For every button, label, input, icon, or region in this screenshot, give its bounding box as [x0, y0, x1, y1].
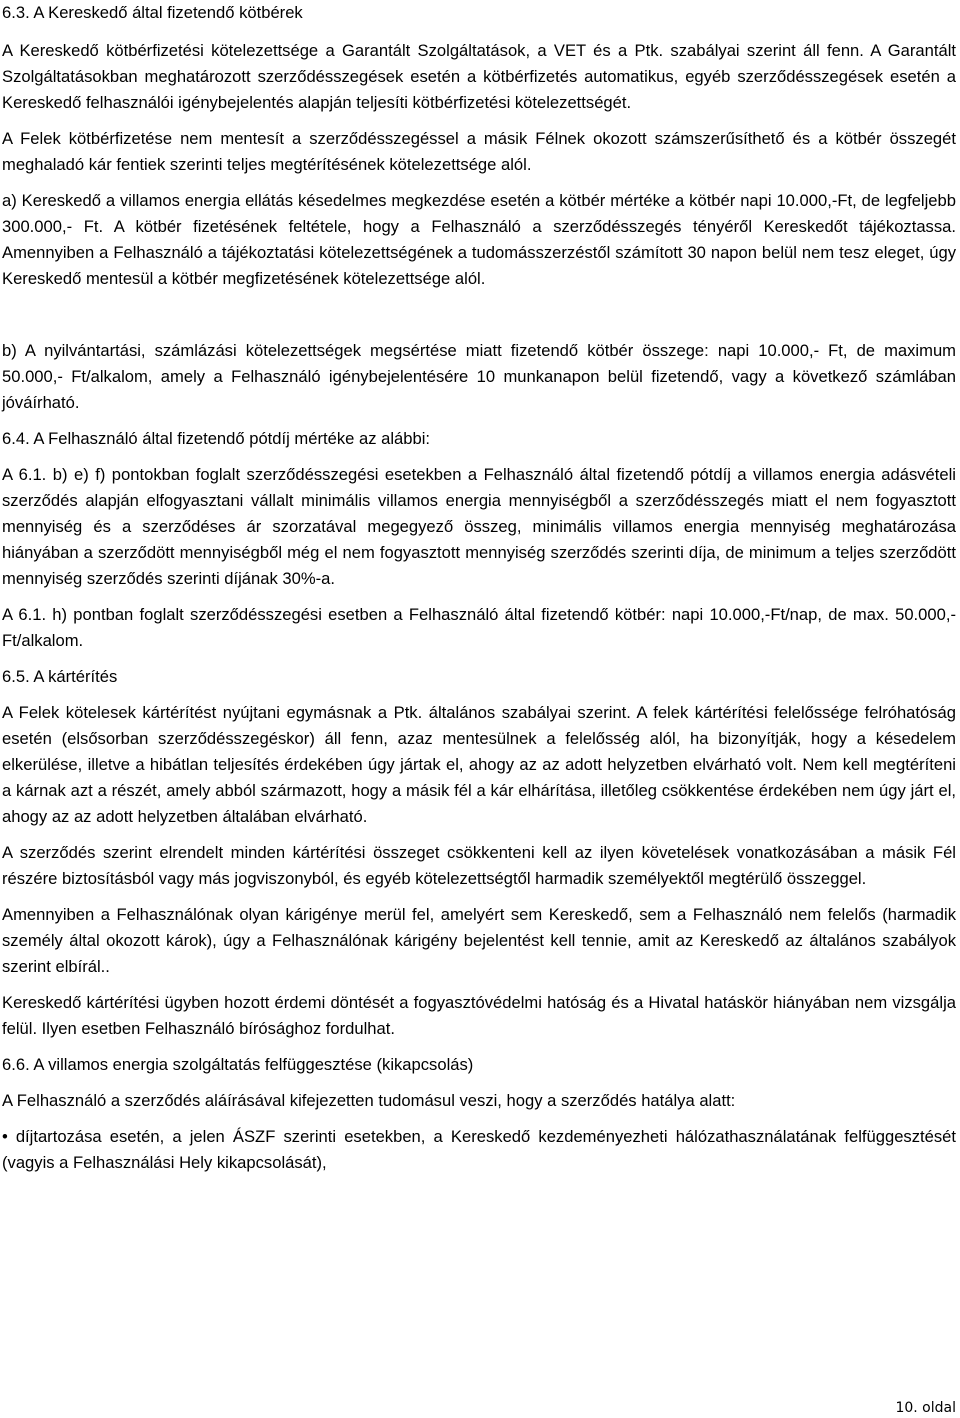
- paragraph-6-1-h: A 6.1. h) pontban foglalt szerződésszegési esetben a Felhasználó által fizetendő kötbér: napi 10.000,-Ft/nap, de max. 50.000,-Ft/alkalom.: [2, 605, 956, 650]
- paragraph-kotber-kotelezettseg: A Kereskedő kötbérfizetési kötelezettsége a Garantált Szolgáltatások, a VET és a Ptk. szabályai szerint áll fenn. A Garantált Szolgáltatásokban meghatározott szerződésszegések esetén a kötbérfizetés automatikus, egyéb szerződésszegések esetén a Kereskedő felhasználói igénybejelentés alapján teljesíti kötbérfizetési kötelezettségét.: [2, 41, 956, 112]
- bullet-item: [2, 1124, 956, 1176]
- paragraph-felek-kotberfizetese: A Felek kötbérfizetése nem mentesít a szerződésszegéssel a másik Félnek okozott számszerűsíthető és a kötbér összegét meghaladó kár fentiek szerinti teljes megtérítésének kötelezettsége alól.: [2, 129, 956, 174]
- spacer: [2, 292, 956, 338]
- section-heading-6-5: 6.5. A kártérítés: [2, 667, 118, 686]
- page-number: 10. oldal: [895, 1400, 956, 1416]
- paragraph-felfuggesztes-intro: A Felhasználó a szerződés aláírásával kifejezetten tudomásul veszi, hogy a szerződés hatálya alatt:: [2, 1091, 736, 1110]
- section-heading-6-6: 6.6. A villamos energia szolgáltatás felfüggesztése (kikapcsolás): [2, 1055, 474, 1074]
- paragraph-point-b: b) A nyilvántartási, számlázási kötelezettségek megsértése miatt fizetendő kötbér összege: napi 10.000,- Ft, de maximum 50.000,- Ft/alkalom, amely a Felhasználó igénybejelentésére 10 munkanapon belül fizetendő, vagy a következő számlában jóváírható.: [2, 341, 956, 412]
- section-heading-6-3: 6.3. A Kereskedő által fizetendő kötbérek: [2, 3, 303, 22]
- section-heading-6-4: 6.4. A Felhasználó által fizetendő pótdíj mértéke az alábbi:: [2, 429, 431, 448]
- paragraph-karteritesi-osszeg: A szerződés szerint elrendelt minden kártérítési összeget csökkenteni kell az ilyen követelések vonatkozásában a másik Fél részére biztosításból vagy más jogviszonyból, és egyéb kötelezettségtől harmadik személyektől megtérülő összeggel.: [2, 843, 956, 888]
- document-page: [2, 0, 956, 1176]
- paragraph-hatosag: Kereskedő kártérítési ügyben hozott érdemi döntését a fogyasztóvédelmi hatóság és a Hivatal hatáskör hiányában nem vizsgálja felül. Ilyen esetben Felhasználó bírósághoz fordulhat.: [2, 993, 956, 1038]
- paragraph-karigeny: Amennyiben a Felhasználónak olyan kárigénye merül fel, amelyért sem Kereskedő, sem a Felhasználó nem felelős (harmadik személy által okozott károk), úgy a Felhasználónak kárigény bejelentést kell tennie, amit az Kereskedő az általános szabályok szerint elbírál..: [2, 905, 956, 976]
- paragraph-karterites: A Felek kötelesek kártérítést nyújtani egymásnak a Ptk. általános szabályai szerint. A felek kártérítési felelőssége felróhatóság esetén (elsősorban szerződésszegéskor) áll fenn, azaz mentesülnek a felelősség alól, ha bizonyítják, hogy a késedelem elkerülése, illetve a hibátlan teljesítés érdekében úgy jártak el, ahogy az az adott helyzetben elvárható volt. Nem kell megtéríteni a kárnak azt a részét, amely abból származott, hogy a másik fél a kár elhárítása, illetőleg csökkentése érdekében nem úgy járt el, ahogy az az adott helyzetben általában elvárható.: [2, 703, 956, 826]
- bullet-icon: •: [2, 1127, 8, 1146]
- bullet-text: díjtartozása esetén, a jelen ÁSZF szerinti esetekben, a Kereskedő kezdeményezheti hálózathasználatának felfüggesztését (vagyis a Felhasználási Hely kikapcsolását),: [2, 1127, 956, 1172]
- paragraph-point-a: a) Kereskedő a villamos energia ellátás késedelmes megkezdése esetén a kötbér mértéke a kötbér napi 10.000,-Ft, de legfeljebb 300.000,- Ft. A kötbér fizetésének feltétele, hogy a Felhasználó a szerződésszegés tényéről Kereskedőt tájékoztassa. Amennyiben a Felhasználó a tájékoztatási kötelezettségének a tudomásszerzéstől számított 30 napon belül nem tesz eleget, úgy Kereskedő mentesül a kötbér megfizetésének kötelezettsége alól.: [2, 191, 956, 288]
- paragraph-potdij: A 6.1. b) e) f) pontokban foglalt szerződésszegési esetekben a Felhasználó által fizetendő pótdíj a villamos energia adásvételi szerződés alapján elfogyasztani vállalt minimális villamos energia mennyiségből a szerződésszegés miatt el nem fogyasztott mennyiség és a szerződéses ár szorzatával megegyező összeg, minimális villamos energia mennyiség meghatározása hiányában a szerződött mennyiségből még el nem fogyasztott mennyiség szerződés szerinti díja, de minimum a teljes szerződött mennyiség szerződés szerinti díjának 30%-a.: [2, 465, 956, 588]
